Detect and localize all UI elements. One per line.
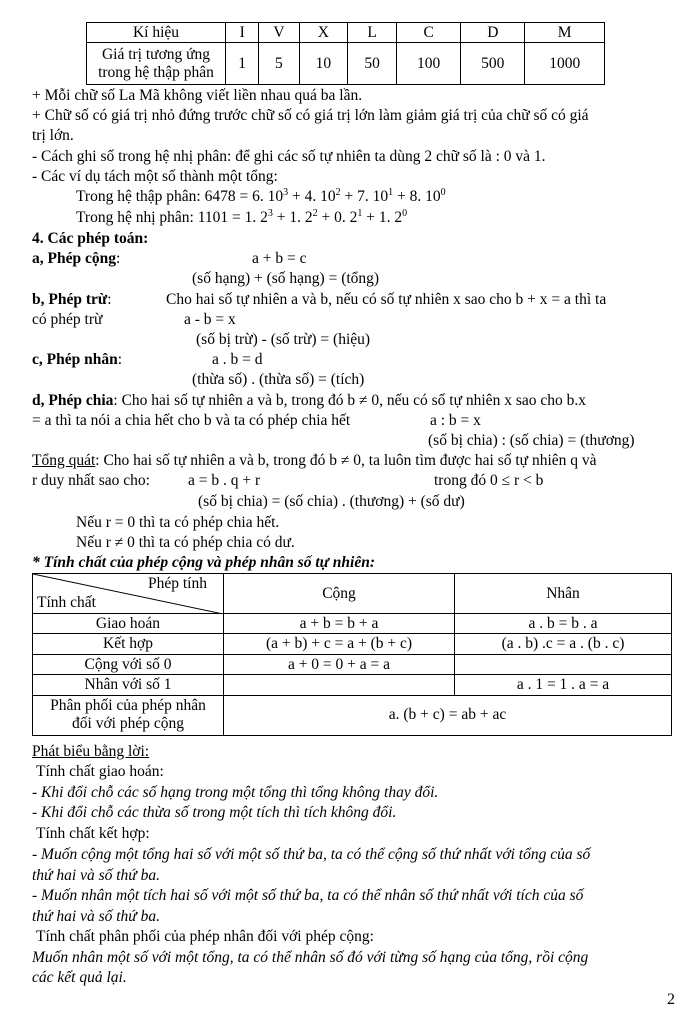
header-operation: Phép tính [148,575,207,592]
note-line: - Các ví dụ tách một số thành một tổng: [32,168,278,185]
text: + 8. 10 [393,188,441,205]
binary-expansion [76,208,407,227]
remainder-zero: Nếu r = 0 thì ta có phép chia hết. [76,514,280,531]
exponent: 1 [357,207,363,219]
distributive-formula: a. (b + c) = ab + ac [224,695,672,735]
div-names: (số bị chia) : (số chia) = (thương) [428,432,635,449]
general-condition: trong đó 0 ≤ r < b [434,472,544,489]
associative-2a: - Muốn nhân một tích hai số với một số thứ ba, ta có thể nhân số thứ nhất với tích của số [32,887,584,904]
property-add: (a + b) + c = a + (b + c) [224,634,455,654]
general-line [32,451,597,470]
colon: : [107,291,112,308]
general-names: (số bị chia) = (số chia) . (thương) + (số dư) [198,493,465,510]
text: + 1. 2 [272,209,313,226]
table-header-cell: M [525,23,605,43]
table-cell: 50 [348,43,397,85]
note-line: + Mỗi chữ số La Mã không viết liền nhau quá ba lần. [32,87,363,104]
sub-label-line [32,290,112,309]
sub-text-2: có phép trừ [32,311,103,328]
div-text-2: = a thì ta nói a chia hết cho b và ta có phép chia hết [32,412,351,429]
exponent: 2 [335,186,341,198]
property-mul [455,654,672,674]
dist-name-line: Phân phối của phép nhân [50,697,206,715]
diagonal-header-cell [33,574,224,614]
associative-1a: - Muốn cộng một tổng hai số với một số thứ ba, ta có thể cộng số thứ nhất với tổng của số [32,846,591,863]
table-header-cell: V [259,23,299,43]
table-cell: 10 [299,43,348,85]
page-number: 2 [667,991,675,1008]
table-cell: 500 [461,43,525,85]
properties-heading: * Tính chất của phép cộng và phép nhân số tự nhiên: [32,554,376,571]
property-add: a + 0 = 0 + a = a [224,654,455,674]
mul-formula: a . b = d [212,351,263,368]
add-formula: a + b = c [252,250,307,267]
exponent: 1 [388,186,394,198]
exponent: 0 [440,186,446,198]
commutative-title: Tính chất giao hoán: [36,763,164,780]
note-line: - Cách ghi số trong hệ nhị phân: để ghi các số tự nhiên ta dùng 2 chữ số là : 0 và 1. [32,148,546,165]
note-line: trị lớn. [32,127,74,144]
exponent: 3 [283,186,289,198]
table-header-cell: Kí hiệu [87,23,226,43]
add-names: (số hạng) + (số hạng) = (tổng) [192,270,380,287]
table-header-cell: L [348,23,397,43]
property-name-distributive [33,695,224,735]
table-cell: 1000 [525,43,605,85]
distributive-1b: các kết quả lại. [32,969,127,986]
table-header-cell: I [226,23,259,43]
text: Trong hệ thập phân: 6478 = 6. 10 [76,188,284,205]
text: + 4. 10 [288,188,336,205]
table-cell: 5 [259,43,299,85]
row-label-line: Giá trị tương ứng [101,46,211,64]
remainder-nonzero: Nếu r ≠ 0 thì ta có phép chia có dư. [76,534,295,551]
table-row-label [87,43,226,85]
sub-text: Cho hai số tự nhiên a và b, nếu có số tự nhiên x sao cho b + x = a thì ta [166,291,607,308]
mul-names: (thừa số) . (thừa số) = (tích) [192,371,365,388]
distributive-1a: Muốn nhân một số với một tổng, ta có thể nhân số đó với từng số hạng của tổng, rồi cộng [32,949,589,966]
property-name: Kết hợp [33,634,224,654]
mul-label-line [32,350,122,369]
associative-title: Tính chất kết hợp: [36,825,150,842]
properties-table [32,573,672,736]
text: + 1. 2 [362,209,403,226]
sub-names: (số bị trừ) - (số trừ) = (hiệu) [196,331,371,348]
property-name: Nhân với số 1 [33,675,224,695]
note-line: + Chữ số có giá trị nhỏ đứng trước chữ số có giá trị lớn làm giảm giá trị của chữ số có giá [32,107,589,124]
text: Trong hệ nhị phân: 1101 = 1. 2 [76,209,268,226]
general-formula: a = b . q + r [188,472,261,489]
property-name: Giao hoán [33,614,224,634]
add-label: a, Phép cộng [32,250,116,267]
div-text: : Cho hai số tự nhiên a và b, trong đó b ≠ 0, nếu có số tự nhiên x sao cho b.x [113,392,586,409]
div-formula: a : b = x [430,412,481,429]
table-header-cell: X [299,23,348,43]
verbal-heading: Phát biểu bằng lời: [32,743,150,760]
table-header-cell: D [461,23,525,43]
property-name: Cộng với số 0 [33,654,224,674]
div-line [32,391,586,410]
property-add [224,675,455,695]
table-header-cell: C [397,23,461,43]
text: + 0. 2 [317,209,358,226]
header-property: Tính chất [37,593,96,611]
colon: : [117,351,123,368]
exponent: 3 [267,207,273,219]
mul-label: c, Phép nhân [32,351,118,368]
general-text: : Cho hai số tự nhiên a và b, trong đó b ≠ 0, ta luôn tìm được hai số tự nhiên q và [95,452,597,469]
header-mul: Nhân [455,574,672,614]
table-cell: 1 [226,43,259,85]
commutative-1: - Khi đổi chỗ các số hạng trong một tổng thì tổng không thay đổi. [32,784,439,801]
colon: : [115,250,121,267]
sub-label: b, Phép trừ [32,291,108,308]
text: + 7. 10 [340,188,389,205]
associative-2b: thứ hai và số thứ ba. [32,908,160,925]
row-label-line: trong hệ thập phân [98,63,214,81]
decimal-expansion [76,187,446,206]
property-mul: a . b = b . a [455,614,672,634]
property-mul: (a . b) .c = a . (b . c) [455,634,672,654]
div-label: d, Phép chia [32,392,114,409]
table-cell: 100 [397,43,461,85]
sub-formula: a - b = x [184,311,236,328]
property-add: a + b = b + a [224,614,455,634]
distributive-title: Tính chất phân phối của phép nhân đối với phép cộng: [36,928,374,945]
general-label: Tổng quát [32,452,96,469]
dist-name-line: đối với phép cộng [72,715,184,732]
exponent: 0 [402,207,408,219]
section-heading: 4. Các phép toán: [32,230,149,247]
roman-numeral-table [86,22,605,85]
exponent: 2 [312,207,318,219]
property-mul: a . 1 = 1 . a = a [455,675,672,695]
add-label-line [32,249,120,268]
commutative-2: - Khi đổi chỗ các thừa số trong một tích thì tích không đổi. [32,804,397,821]
header-add: Cộng [224,574,455,614]
associative-1b: thứ hai và số thứ ba. [32,867,160,884]
general-text-2: r duy nhất sao cho: [32,472,150,489]
